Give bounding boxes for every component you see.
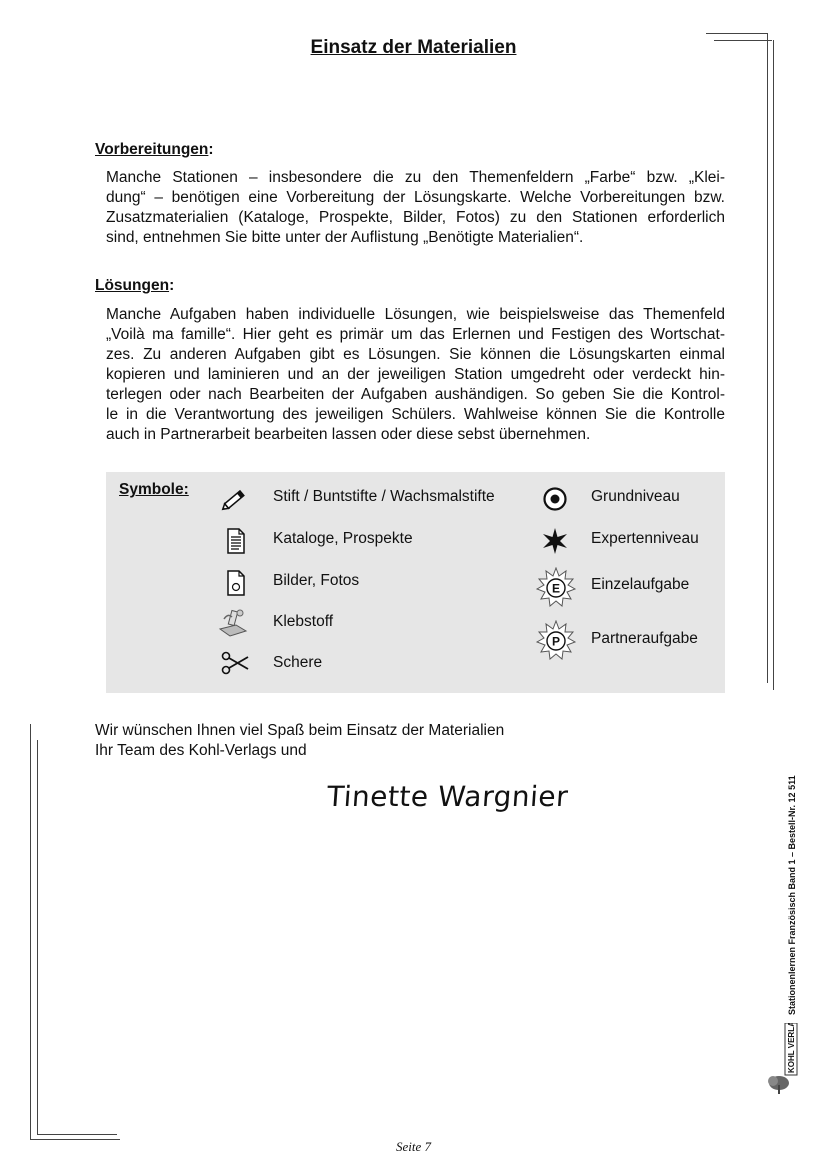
author-signature: Tinette Wargnier (325, 780, 570, 813)
frame-right-line (767, 33, 768, 683)
section-heading-text: Vorbereitungen (95, 141, 209, 158)
sun-badge-letter: E (551, 581, 561, 596)
symbol-legend-box (106, 472, 725, 693)
symbol-label-pencil: Stift / Buntstifte / Wachsmalstifte (273, 488, 495, 505)
pencil-icon (218, 482, 252, 516)
paragraph-line: le in die Verantwortung des jeweiligen Schülers. Wahlweise können Sie die Kontrolle (106, 406, 725, 423)
frame-top-line (706, 33, 768, 34)
paragraph-line: „Voilà ma famille“. Hier geht es primär um das Erlernen und Festigen des Wortschat- (106, 326, 725, 343)
symbol-label-photo: Bilder, Fotos (273, 572, 360, 589)
glue-icon (216, 605, 250, 639)
order-number-sidebar: Stationenlernen Französisch Band 1 – Bestell-Nr. 12 511 (787, 775, 797, 1015)
frame-right-line-inner (773, 40, 774, 690)
catalog-icon (218, 524, 252, 558)
star-icon (538, 524, 572, 558)
page-number: Seite 7 (395, 1139, 431, 1154)
symbol-label-scissors: Schere (273, 654, 323, 671)
paragraph-line: Manche Aufgaben haben individuelle Lösungen, wie beispielsweise das Themenfeld (106, 306, 725, 323)
sun-badge-e-icon (536, 567, 576, 607)
section-heading-preparations (95, 141, 214, 159)
paragraph-solutions (106, 305, 725, 445)
paragraph-line: zes. Zu anderen Aufgaben gibt es Lösungen. Sie können die Lösungskarten einmal (106, 346, 725, 363)
frame-left-line-inner (37, 740, 38, 1135)
target-icon (538, 482, 572, 516)
paragraph-line: kopieren und laminieren und an der jeweiligen Station umgedreht oder verdeckt hin- (106, 366, 725, 383)
frame-left-line (30, 724, 31, 1140)
paragraph-line: terlegen oder nach Bearbeiten der Aufgaben aushändigen. So geben Sie die Kontrol- (106, 386, 725, 403)
symbols-label: Symbole: (119, 481, 189, 498)
frame-bottom-line-inner (37, 1134, 117, 1135)
section-heading-colon: : (208, 141, 214, 158)
paragraph-preparations (106, 168, 725, 248)
section-heading-text: Lösungen (95, 277, 170, 294)
photo-icon (218, 566, 252, 600)
section-heading-colon: : (169, 277, 175, 294)
closing-line: Wir wünschen Ihnen viel Spaß beim Einsatz der Materialien (95, 722, 505, 739)
section-heading-solutions (95, 277, 174, 295)
paragraph-line: Manche Stationen – insbesondere die zu den Themenfeldern „Farbe“ bzw. „Klei- (106, 169, 725, 186)
symbol-label-target: Grundniveau (591, 488, 680, 505)
symbol-label-catalog: Kataloge, Prospekte (273, 530, 413, 547)
paragraph-line: dung“ – benötigen eine Vorbereitung der Lösungskarte. Welche Vorbereitungen bzw. (106, 189, 725, 206)
sun-badge-letter: P (551, 634, 561, 649)
publisher-logo-text: KOHL VERLAG (787, 1023, 796, 1073)
closing-line: Ihr Team des Kohl-Verlags und (95, 742, 307, 759)
closing-text (95, 721, 504, 761)
publisher-logo-icon (767, 1023, 801, 1095)
symbol-label-glue: Klebstoff (273, 613, 334, 630)
symbol-label-individual: Einzelaufgabe (591, 576, 690, 593)
symbol-label-star: Expertenniveau (591, 530, 699, 547)
page-title: Einsatz der Materialien (310, 37, 517, 58)
scissors-icon (218, 646, 252, 680)
sun-badge-p-icon (536, 620, 576, 660)
paragraph-line: auch in Partnerarbeit bearbeiten lassen oder diese sebst übernehmen. (106, 426, 591, 443)
symbol-label-partner: Partneraufgabe (591, 630, 698, 647)
paragraph-line: sind, entnehmen Sie bitte unter der Auflistung „Benötigte Materialien“. (106, 229, 584, 246)
paragraph-line: Zusatzmaterialien (Kataloge, Prospekte, Bilder, Fotos) zu den Stationen erforderlich (106, 209, 725, 226)
